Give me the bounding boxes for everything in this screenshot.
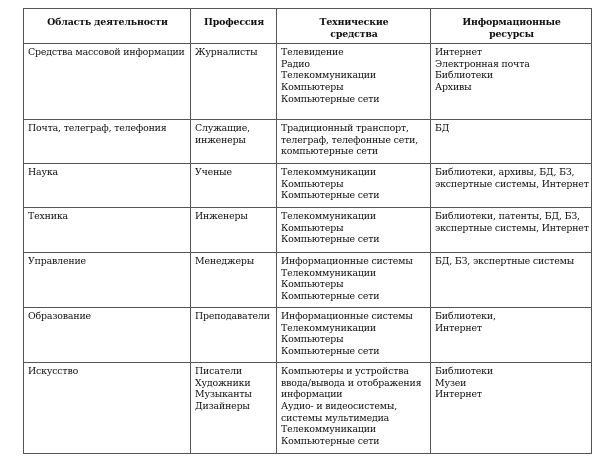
cell-line: ресурсы bbox=[489, 28, 534, 40]
header-tech bbox=[277, 9, 431, 44]
cell-line: Средства массовой информации bbox=[28, 47, 185, 59]
cell-line: Музеи bbox=[435, 377, 467, 389]
cell-line: Информационные bbox=[462, 17, 561, 28]
cell-line: Профессия bbox=[203, 17, 265, 28]
table-row bbox=[24, 363, 592, 454]
cell-line: Телекоммуникации bbox=[281, 167, 376, 179]
resources-cell bbox=[431, 44, 592, 120]
cell-line: Инженеры bbox=[195, 211, 248, 223]
cell-line: Искусство bbox=[28, 366, 79, 378]
resources-cell bbox=[431, 120, 592, 164]
table-row bbox=[24, 120, 592, 164]
cell-line: Компьютеры bbox=[281, 334, 344, 346]
cell-line: Информационные системы bbox=[281, 256, 413, 268]
header-row bbox=[24, 9, 592, 44]
cell-line: Область деятельности bbox=[47, 17, 168, 28]
cell-line: экспертные системы, Интернет bbox=[435, 178, 589, 190]
cell-line: Телекоммуникации bbox=[281, 267, 376, 279]
tech-cell bbox=[277, 308, 431, 363]
cell-line: Библиотеки bbox=[435, 70, 493, 82]
resources-cell bbox=[431, 164, 592, 208]
activity-table bbox=[23, 8, 592, 454]
cell-line: компьютерные сети bbox=[281, 146, 378, 158]
cell-line: Компьютеры bbox=[281, 81, 344, 93]
cell-line: Менеджеры bbox=[195, 256, 255, 268]
cell-line: Писатели bbox=[195, 366, 243, 378]
cell-line: Технические bbox=[319, 17, 389, 28]
tech-cell bbox=[277, 164, 431, 208]
cell-line: информации bbox=[281, 389, 343, 401]
tech-cell bbox=[277, 208, 431, 253]
profession-cell bbox=[191, 164, 277, 208]
area-cell bbox=[24, 208, 191, 253]
cell-line: Интернет bbox=[435, 47, 482, 59]
cell-line: средства bbox=[330, 28, 378, 40]
cell-line: ввода/вывода и отображения bbox=[281, 377, 422, 389]
tech-cell bbox=[277, 253, 431, 308]
cell-line: Радио bbox=[281, 58, 310, 70]
cell-line: экспертные системы, Интернет bbox=[435, 222, 589, 234]
cell-line: Телекоммуникации bbox=[281, 70, 376, 82]
area-cell bbox=[24, 120, 191, 164]
cell-line: Дизайнеры bbox=[195, 400, 250, 412]
table-row bbox=[24, 44, 592, 120]
resources-cell bbox=[431, 208, 592, 253]
profession-cell bbox=[191, 44, 277, 120]
area-cell bbox=[24, 44, 191, 120]
area-cell bbox=[24, 308, 191, 363]
cell-line: системы мультимедиа bbox=[281, 412, 390, 424]
table-row bbox=[24, 308, 592, 363]
profession-cell bbox=[191, 308, 277, 363]
cell-line: Компьютерные сети bbox=[281, 93, 380, 105]
cell-line: БД bbox=[435, 123, 450, 135]
cell-line: Компьютеры bbox=[281, 178, 344, 190]
cell-line: Телекоммуникации bbox=[281, 424, 376, 436]
cell-line: Журналисты bbox=[195, 47, 258, 59]
cell-line: Образование bbox=[28, 311, 91, 323]
cell-line: Преподаватели bbox=[195, 311, 270, 323]
cell-line: Традиционный транспорт, bbox=[281, 123, 409, 135]
profession-cell bbox=[191, 253, 277, 308]
header-area bbox=[24, 9, 191, 44]
cell-line: Аудио- и видеосистемы, bbox=[281, 400, 398, 412]
cell-line: телеграф, телефонные сети, bbox=[281, 134, 419, 146]
cell-line: Компьютерные сети bbox=[281, 290, 380, 302]
cell-line: Управление bbox=[28, 256, 86, 268]
table-row bbox=[24, 164, 592, 208]
area-cell bbox=[24, 363, 191, 454]
cell-line: Компьютеры bbox=[281, 222, 344, 234]
resources-cell bbox=[431, 308, 592, 363]
cell-line: инженеры bbox=[195, 134, 246, 146]
cell-line: Телевидение bbox=[281, 47, 344, 59]
cell-line: Служащие, bbox=[195, 123, 251, 135]
table-row bbox=[24, 208, 592, 253]
tech-cell bbox=[277, 363, 431, 454]
cell-line: Компьютерные сети bbox=[281, 234, 380, 246]
cell-line: Библиотеки bbox=[435, 366, 493, 378]
cell-line: Архивы bbox=[435, 81, 472, 93]
profession-cell bbox=[191, 363, 277, 454]
resources-cell bbox=[431, 363, 592, 454]
cell-line: Интернет bbox=[435, 389, 482, 401]
header-profession bbox=[191, 9, 277, 44]
cell-line: Библиотеки, bbox=[435, 311, 496, 323]
cell-line: Библиотеки, архивы, БД, БЗ, bbox=[435, 167, 575, 179]
profession-cell bbox=[191, 208, 277, 253]
cell-line: Компьютеры bbox=[281, 279, 344, 291]
area-cell bbox=[24, 164, 191, 208]
cell-line: Художники bbox=[195, 377, 251, 389]
cell-line: Интернет bbox=[435, 322, 482, 334]
cell-line: Телекоммуникации bbox=[281, 211, 376, 223]
tech-cell bbox=[277, 44, 431, 120]
cell-line: Библиотеки, патенты, БД, БЗ, bbox=[435, 211, 580, 223]
cell-line: Телекоммуникации bbox=[281, 322, 376, 334]
table-row bbox=[24, 253, 592, 308]
header-resources bbox=[431, 9, 592, 44]
cell-line: Ученые bbox=[195, 167, 232, 179]
cell-line: Информационные системы bbox=[281, 311, 413, 323]
cell-line: Компьютерные сети bbox=[281, 435, 380, 447]
area-cell bbox=[24, 253, 191, 308]
tech-cell bbox=[277, 120, 431, 164]
cell-line: Почта, телеграф, телефония bbox=[28, 123, 167, 135]
resources-cell bbox=[431, 253, 592, 308]
cell-line: Компьютерные сети bbox=[281, 345, 380, 357]
cell-line: Техника bbox=[28, 211, 68, 223]
profession-cell bbox=[191, 120, 277, 164]
cell-line: Компьютеры и устройства bbox=[281, 366, 409, 378]
cell-line: Электронная почта bbox=[435, 58, 530, 70]
cell-line: Наука bbox=[28, 167, 58, 179]
cell-line: Музыканты bbox=[195, 389, 252, 401]
cell-line: Компьютерные сети bbox=[281, 190, 380, 202]
cell-line: БД, БЗ, экспертные системы bbox=[435, 256, 575, 268]
